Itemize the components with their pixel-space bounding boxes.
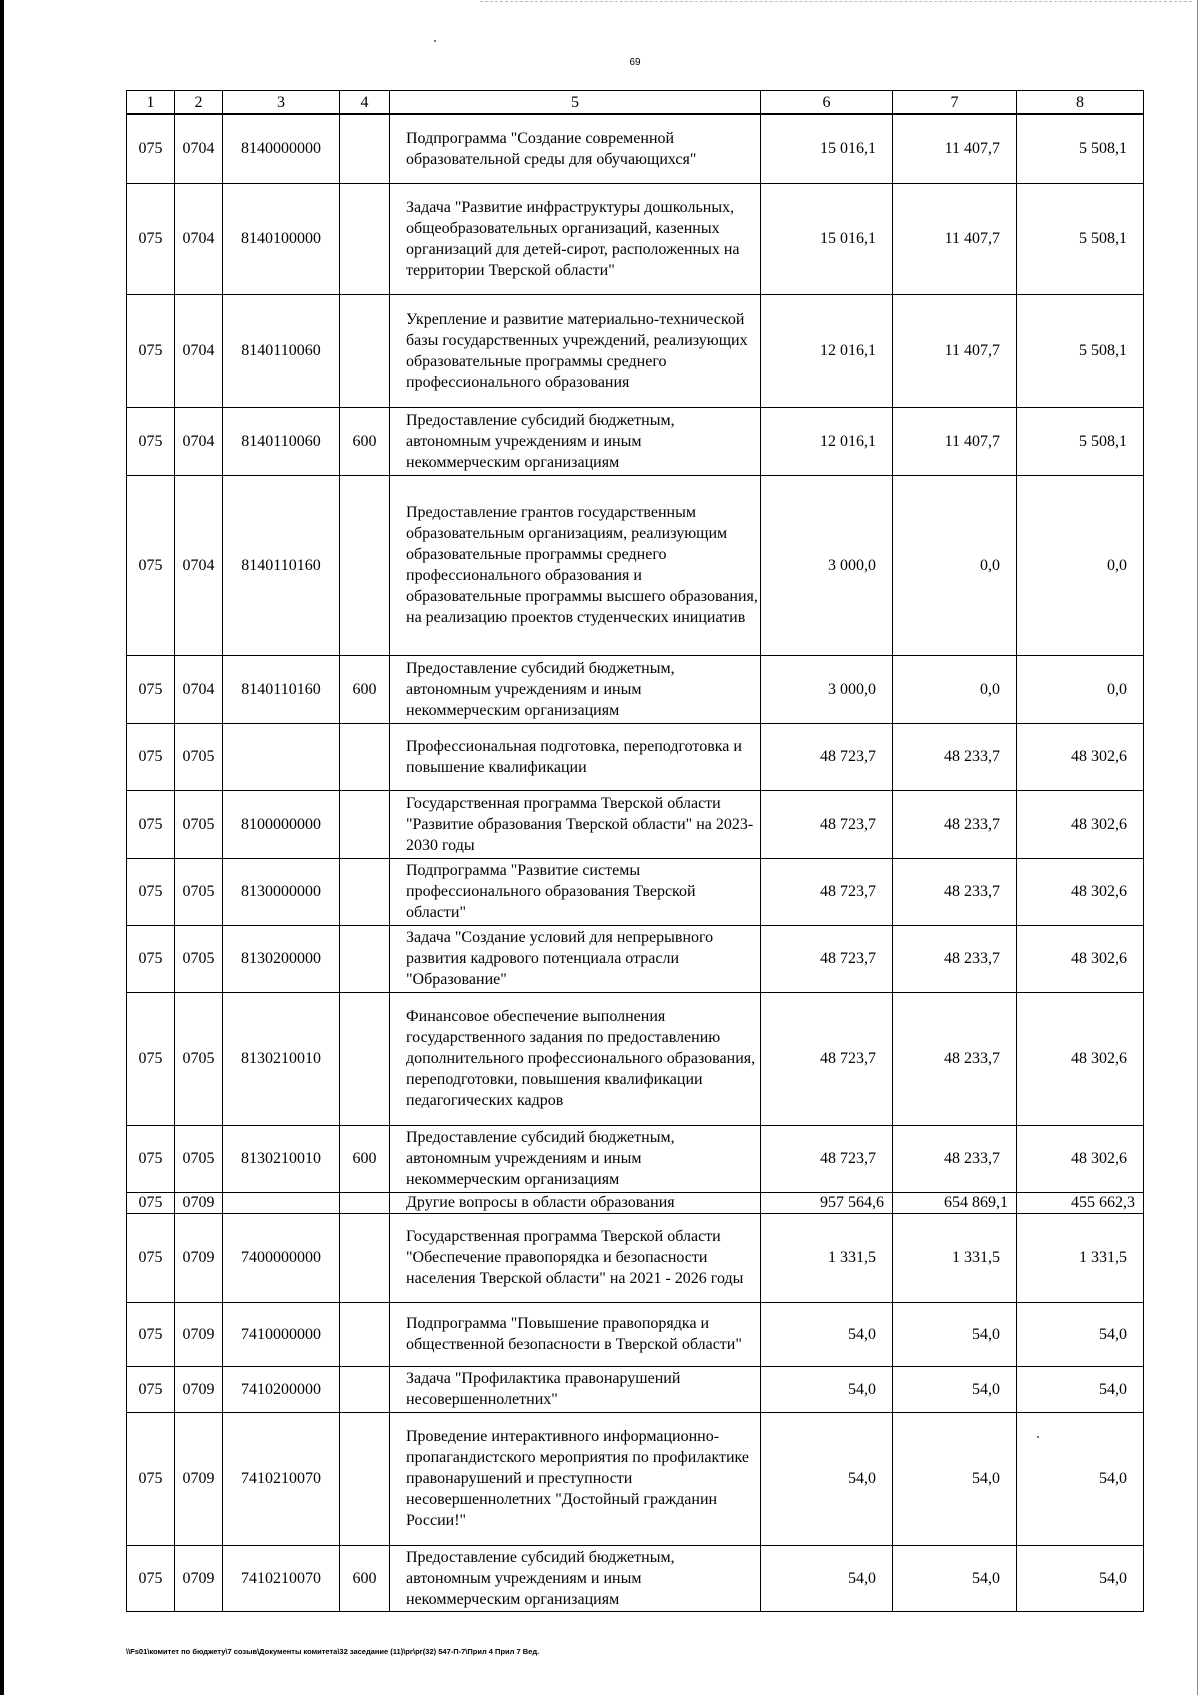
target-item-cell: 7410210070 bbox=[223, 1545, 340, 1611]
table-row bbox=[127, 1545, 1144, 1611]
expense-type-cell bbox=[340, 992, 390, 1125]
ministry-code-cell: 075 bbox=[127, 790, 175, 858]
amount-year2-cell: 11 407,7 bbox=[893, 183, 1017, 294]
target-item-cell: 7410000000 bbox=[223, 1302, 340, 1366]
column-number-row bbox=[127, 91, 1144, 115]
expense-type-cell: 600 bbox=[340, 1125, 390, 1192]
amount-year1-cell: 54,0 bbox=[761, 1545, 893, 1611]
column-header: 4 bbox=[340, 91, 390, 115]
target-item-cell: 8140110060 bbox=[223, 294, 340, 407]
amount-year3-cell: 54,0 bbox=[1017, 1545, 1144, 1611]
amount-year3-cell: 48 302,6 bbox=[1017, 723, 1144, 790]
target-item-cell: 8140110060 bbox=[223, 407, 340, 475]
table-row bbox=[127, 992, 1144, 1125]
table-row bbox=[127, 1302, 1144, 1366]
column-header: 1 bbox=[127, 91, 175, 115]
ministry-code-cell: 075 bbox=[127, 1192, 175, 1213]
section-code-cell: 0705 bbox=[175, 723, 223, 790]
table-row bbox=[127, 925, 1144, 992]
amount-year1-cell: 54,0 bbox=[761, 1412, 893, 1545]
amount-year3-cell: 54,0 bbox=[1017, 1412, 1144, 1545]
column-header: 2 bbox=[175, 91, 223, 115]
target-item-cell: 8140110160 bbox=[223, 475, 340, 655]
section-code-cell: 0709 bbox=[175, 1412, 223, 1545]
table-row bbox=[127, 655, 1144, 723]
amount-year3-cell: 54,0 bbox=[1017, 1366, 1144, 1412]
column-header: 3 bbox=[223, 91, 340, 115]
scan-right-edge bbox=[1197, 0, 1198, 1695]
expense-type-cell: 600 bbox=[340, 655, 390, 723]
target-item-cell: 8130200000 bbox=[223, 925, 340, 992]
amount-year2-cell: 48 233,7 bbox=[893, 858, 1017, 925]
amount-year3-cell: 5 508,1 bbox=[1017, 183, 1144, 294]
ministry-code-cell: 075 bbox=[127, 655, 175, 723]
section-code-cell: 0704 bbox=[175, 183, 223, 294]
target-item-cell: 7410210070 bbox=[223, 1412, 340, 1545]
amount-year3-cell: 5 508,1 bbox=[1017, 114, 1144, 183]
description-cell: Предоставление субсидий бюджетным, автономным учреждениям и иным некоммерческим организациям bbox=[390, 1545, 761, 1611]
table-row bbox=[127, 1412, 1144, 1545]
section-code-cell: 0709 bbox=[175, 1302, 223, 1366]
expense-type-cell bbox=[340, 723, 390, 790]
amount-year3-cell: 1 331,5 bbox=[1017, 1213, 1144, 1302]
description-cell: Проведение интерактивного информационно-пропагандистского мероприятия по профилактике правонарушений и преступности несовершеннолетних "Достойный гражданин России!" bbox=[390, 1412, 761, 1545]
table-row bbox=[127, 1213, 1144, 1302]
ministry-code-cell: 075 bbox=[127, 858, 175, 925]
description-cell: Государственная программа Тверской области "Развитие образования Тверской области" на 2023-2030 годы bbox=[390, 790, 761, 858]
section-code-cell: 0705 bbox=[175, 925, 223, 992]
table-row bbox=[127, 1125, 1144, 1192]
amount-year3-cell: 48 302,6 bbox=[1017, 925, 1144, 992]
description-cell: Подпрограмма "Повышение правопорядка и общественной безопасности в Тверской области" bbox=[390, 1302, 761, 1366]
expense-type-cell: 600 bbox=[340, 407, 390, 475]
scan-top-edge bbox=[480, 1, 1192, 2]
target-item-cell: 7400000000 bbox=[223, 1213, 340, 1302]
table-row bbox=[127, 183, 1144, 294]
ministry-code-cell: 075 bbox=[127, 294, 175, 407]
description-cell: Предоставление субсидий бюджетным, автономным учреждениям и иным некоммерческим организациям bbox=[390, 1125, 761, 1192]
ministry-code-cell: 075 bbox=[127, 183, 175, 294]
amount-year1-cell: 54,0 bbox=[761, 1302, 893, 1366]
section-code-cell: 0709 bbox=[175, 1213, 223, 1302]
target-item-cell: 8100000000 bbox=[223, 790, 340, 858]
scan-speck bbox=[434, 40, 436, 42]
amount-year1-cell: 12 016,1 bbox=[761, 407, 893, 475]
expense-type-cell bbox=[340, 858, 390, 925]
description-cell: Профессиональная подготовка, переподготовка и повышение квалификации bbox=[390, 723, 761, 790]
expense-type-cell bbox=[340, 1412, 390, 1545]
target-item-cell: 8130210010 bbox=[223, 1125, 340, 1192]
expense-type-cell bbox=[340, 1302, 390, 1366]
scan-left-edge bbox=[0, 0, 4, 1695]
table-row bbox=[127, 858, 1144, 925]
target-item-cell: 8140000000 bbox=[223, 114, 340, 183]
amount-year3-cell: 0,0 bbox=[1017, 475, 1144, 655]
amount-year1-cell: 48 723,7 bbox=[761, 925, 893, 992]
amount-year3-cell: 48 302,6 bbox=[1017, 858, 1144, 925]
amount-year3-cell: 455 662,3 bbox=[1017, 1192, 1144, 1213]
amount-year2-cell: 11 407,7 bbox=[893, 114, 1017, 183]
ministry-code-cell: 075 bbox=[127, 114, 175, 183]
amount-year1-cell: 3 000,0 bbox=[761, 655, 893, 723]
amount-year2-cell: 0,0 bbox=[893, 655, 1017, 723]
expense-type-cell bbox=[340, 925, 390, 992]
section-code-cell: 0709 bbox=[175, 1545, 223, 1611]
ministry-code-cell: 075 bbox=[127, 925, 175, 992]
section-code-cell: 0704 bbox=[175, 475, 223, 655]
amount-year2-cell: 54,0 bbox=[893, 1366, 1017, 1412]
amount-year1-cell: 957 564,6 bbox=[761, 1192, 893, 1213]
amount-year2-cell: 54,0 bbox=[893, 1302, 1017, 1366]
section-code-cell: 0704 bbox=[175, 294, 223, 407]
section-code-cell: 0705 bbox=[175, 858, 223, 925]
amount-year1-cell: 15 016,1 bbox=[761, 183, 893, 294]
expense-type-cell bbox=[340, 1192, 390, 1213]
amount-year2-cell: 48 233,7 bbox=[893, 723, 1017, 790]
description-cell: Укрепление и развитие материально-технической базы государственных учреждений, реализующих образовательные программы среднего профессионального образования bbox=[390, 294, 761, 407]
expense-type-cell bbox=[340, 790, 390, 858]
amount-year2-cell: 54,0 bbox=[893, 1412, 1017, 1545]
column-header: 6 bbox=[761, 91, 893, 115]
amount-year3-cell: 48 302,6 bbox=[1017, 1125, 1144, 1192]
expense-type-cell bbox=[340, 1366, 390, 1412]
amount-year3-cell: 5 508,1 bbox=[1017, 407, 1144, 475]
section-code-cell: 0705 bbox=[175, 790, 223, 858]
amount-year1-cell: 15 016,1 bbox=[761, 114, 893, 183]
description-cell: Другие вопросы в области образования bbox=[390, 1192, 761, 1213]
table-row bbox=[127, 723, 1144, 790]
expense-type-cell bbox=[340, 183, 390, 294]
budget-table bbox=[126, 90, 1144, 1612]
table-row bbox=[127, 790, 1144, 858]
target-item-cell: 7410200000 bbox=[223, 1366, 340, 1412]
footer-file-path: \\Fs01\комитет по бюджету\7 созыв\Документы комитета\32 заседание (11)\рг\рг(32) 547-П-7\Прил 4 Прил 7 Вед. bbox=[126, 1647, 540, 1656]
ministry-code-cell: 075 bbox=[127, 475, 175, 655]
description-cell: Задача "Создание условий для непрерывного развития кадрового потенциала отрасли "Образование" bbox=[390, 925, 761, 992]
amount-year2-cell: 11 407,7 bbox=[893, 407, 1017, 475]
ministry-code-cell: 075 bbox=[127, 1545, 175, 1611]
ministry-code-cell: 075 bbox=[127, 1125, 175, 1192]
amount-year1-cell: 48 723,7 bbox=[761, 723, 893, 790]
amount-year1-cell: 48 723,7 bbox=[761, 858, 893, 925]
expense-type-cell: 600 bbox=[340, 1545, 390, 1611]
ministry-code-cell: 075 bbox=[127, 1366, 175, 1412]
amount-year1-cell: 3 000,0 bbox=[761, 475, 893, 655]
expense-type-cell bbox=[340, 294, 390, 407]
section-code-cell: 0704 bbox=[175, 114, 223, 183]
section-code-cell: 0709 bbox=[175, 1192, 223, 1213]
amount-year1-cell: 1 331,5 bbox=[761, 1213, 893, 1302]
table-row bbox=[127, 1192, 1144, 1213]
description-cell: Предоставление субсидий бюджетным, автономным учреждениям и иным некоммерческим организациям bbox=[390, 407, 761, 475]
amount-year3-cell: 0,0 bbox=[1017, 655, 1144, 723]
target-item-cell: 8130210010 bbox=[223, 992, 340, 1125]
description-cell: Задача "Профилактика правонарушений несовершеннолетних" bbox=[390, 1366, 761, 1412]
amount-year2-cell: 48 233,7 bbox=[893, 925, 1017, 992]
section-code-cell: 0705 bbox=[175, 992, 223, 1125]
amount-year2-cell: 48 233,7 bbox=[893, 992, 1017, 1125]
table-row bbox=[127, 407, 1144, 475]
amount-year1-cell: 54,0 bbox=[761, 1366, 893, 1412]
target-item-cell: 8140110160 bbox=[223, 655, 340, 723]
description-cell: Финансовое обеспечение выполнения государственного задания по предоставлению дополнительного профессионального образования, переподготовки, повышения квалификации педагогических кадров bbox=[390, 992, 761, 1125]
amount-year3-cell: 54,0 bbox=[1017, 1302, 1144, 1366]
ministry-code-cell: 075 bbox=[127, 1412, 175, 1545]
amount-year2-cell: 11 407,7 bbox=[893, 294, 1017, 407]
amount-year1-cell: 48 723,7 bbox=[761, 790, 893, 858]
section-code-cell: 0704 bbox=[175, 655, 223, 723]
description-cell: Подпрограмма "Развитие системы профессионального образования Тверской области" bbox=[390, 858, 761, 925]
column-header: 8 bbox=[1017, 91, 1144, 115]
column-header: 5 bbox=[390, 91, 761, 115]
column-header: 7 bbox=[893, 91, 1017, 115]
amount-year2-cell: 48 233,7 bbox=[893, 790, 1017, 858]
table-row bbox=[127, 1366, 1144, 1412]
amount-year1-cell: 12 016,1 bbox=[761, 294, 893, 407]
target-item-cell: 8140100000 bbox=[223, 183, 340, 294]
ministry-code-cell: 075 bbox=[127, 1302, 175, 1366]
description-cell: Предоставление субсидий бюджетным, автономным учреждениям и иным некоммерческим организациям bbox=[390, 655, 761, 723]
amount-year2-cell: 1 331,5 bbox=[893, 1213, 1017, 1302]
ministry-code-cell: 075 bbox=[127, 1213, 175, 1302]
target-item-cell bbox=[223, 723, 340, 790]
amount-year2-cell: 0,0 bbox=[893, 475, 1017, 655]
amount-year2-cell: 54,0 bbox=[893, 1545, 1017, 1611]
amount-year1-cell: 48 723,7 bbox=[761, 992, 893, 1125]
target-item-cell bbox=[223, 1192, 340, 1213]
description-cell: Задача "Развитие инфраструктуры дошкольных, общеобразовательных организаций, казенных организаций для детей-сирот, расположенных на территории Тверской области" bbox=[390, 183, 761, 294]
table-row bbox=[127, 114, 1144, 183]
expense-type-cell bbox=[340, 1213, 390, 1302]
section-code-cell: 0705 bbox=[175, 1125, 223, 1192]
ministry-code-cell: 075 bbox=[127, 723, 175, 790]
section-code-cell: 0709 bbox=[175, 1366, 223, 1412]
amount-year2-cell: 654 869,1 bbox=[893, 1192, 1017, 1213]
table-row bbox=[127, 294, 1144, 407]
amount-year1-cell: 48 723,7 bbox=[761, 1125, 893, 1192]
amount-year3-cell: 48 302,6 bbox=[1017, 790, 1144, 858]
expense-type-cell bbox=[340, 475, 390, 655]
amount-year3-cell: 5 508,1 bbox=[1017, 294, 1144, 407]
description-cell: Государственная программа Тверской области "Обеспечение правопорядка и безопасности населения Тверской области" на 2021 - 2026 годы bbox=[390, 1213, 761, 1302]
section-code-cell: 0704 bbox=[175, 407, 223, 475]
page-number: 69 bbox=[629, 57, 641, 68]
ministry-code-cell: 075 bbox=[127, 992, 175, 1125]
description-cell: Подпрограмма "Создание современной образовательной среды для обучающихся" bbox=[390, 114, 761, 183]
target-item-cell: 8130000000 bbox=[223, 858, 340, 925]
ministry-code-cell: 075 bbox=[127, 407, 175, 475]
amount-year3-cell: 48 302,6 bbox=[1017, 992, 1144, 1125]
amount-year2-cell: 48 233,7 bbox=[893, 1125, 1017, 1192]
table-row bbox=[127, 475, 1144, 655]
expense-type-cell bbox=[340, 114, 390, 183]
description-cell: Предоставление грантов государственным образовательным организациям, реализующим образовательные программы среднего профессионального образования и образовательные программы высшего образования, на реализацию проектов студенческих инициатив bbox=[390, 475, 761, 655]
